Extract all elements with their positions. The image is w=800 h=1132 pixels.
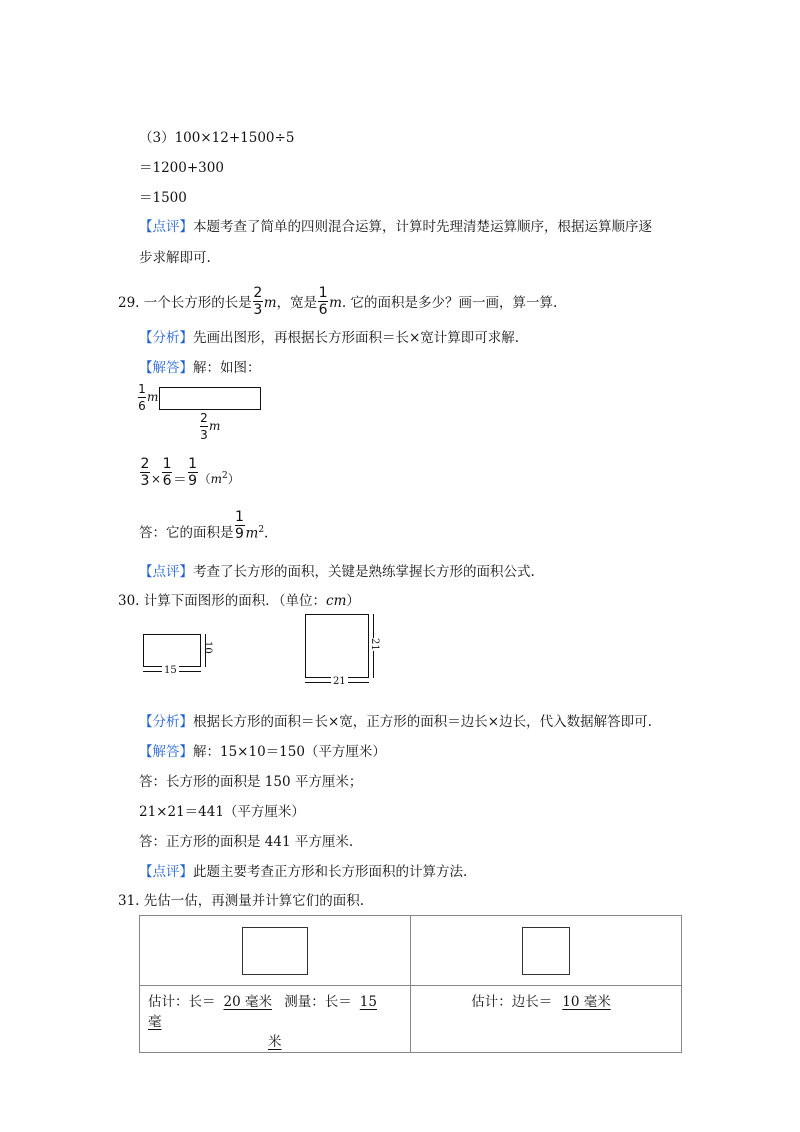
analysis-text: 根据长方形的面积＝长×宽，正方形的面积＝边长×边长，代入数据解答即可.	[193, 714, 652, 730]
q30-answer	[139, 743, 386, 761]
answer-text: 解：15×10＝150（平方厘米）	[193, 744, 386, 760]
analysis-tag: 【分析】	[139, 714, 193, 730]
unit: m	[263, 295, 277, 311]
q30-analysis	[139, 713, 652, 731]
q29-final-answer: 答：它的面积是 $\frac{1}{9}$ $m^2$.	[139, 509, 269, 542]
q30-question: 30. 计算下面图形的面积．（单位：cm）	[118, 593, 360, 609]
square-height-label: 21	[369, 638, 380, 651]
comment-tag: 【点评】	[139, 219, 193, 235]
rectangle-figure	[159, 387, 261, 410]
comment-text: 此题主要考查正方形和长方形面积的计算方法.	[193, 864, 468, 880]
q31-question	[118, 892, 364, 910]
question-number: 29.	[118, 295, 140, 311]
q28-comment	[139, 218, 652, 236]
q30-answer-line3: 21×21＝441（平方厘米）	[139, 804, 305, 820]
answer-tag: 【解答】	[139, 360, 193, 376]
comment-tag: 【点评】	[139, 564, 193, 580]
rectangle-figure-bottom-label: $\frac{2}{3}$ m	[200, 411, 221, 442]
measured-value: 15 毫	[148, 994, 377, 1030]
q29-analysis	[139, 329, 519, 347]
rect-width-label: 15	[164, 665, 177, 676]
q29-question	[118, 280, 557, 326]
q31-left-figure-cell	[140, 916, 411, 986]
q28-comment-cont: 步求解即可.	[139, 250, 211, 266]
rectangle-figure-side-label: $\frac{1}{6}$ m	[138, 382, 159, 413]
question-text: 先估一估，再测量并计算它们的面积.	[143, 893, 365, 909]
question-text: 一个长方形的长是	[143, 295, 252, 311]
square-figure	[522, 927, 570, 975]
q28-line3: ＝1500	[139, 190, 187, 206]
question-text: 计算下面图形的面积．（单位：	[143, 593, 327, 609]
answer-tag: 【解答】	[139, 744, 193, 760]
q29-answer	[139, 359, 261, 377]
comment-text: 考查了长方形的面积，关键是熟练掌握长方形的面积公式.	[193, 564, 535, 580]
q31-table	[139, 915, 682, 1053]
q28-line2: ＝1200+300	[139, 160, 224, 176]
question-number: 31.	[118, 893, 140, 909]
comment-tag: 【点评】	[139, 864, 193, 880]
q29-comment	[139, 563, 535, 581]
analysis-text: 先画出图形，再根据长方形面积＝长×宽计算即可求解.	[193, 330, 520, 346]
rectangle-15x10	[143, 634, 201, 667]
rect-height-label: 10	[202, 641, 213, 654]
square-21x21	[305, 614, 369, 678]
length-fraction: $\frac{2}{3}$	[253, 285, 263, 318]
unit: m	[329, 295, 342, 311]
square-width-label: 21	[333, 676, 346, 687]
estimate-value: 20 毫米	[223, 994, 272, 1010]
q31-right-answer-cell: 估计：边长＝ 10 毫米	[411, 986, 682, 1053]
analysis-tag: 【分析】	[139, 330, 193, 346]
estimate-value: 10 毫米	[562, 994, 611, 1010]
q29-calculation: $\frac{2}{3}$ × $\frac{1}{6}$ ＝ $\frac{1}{9}$ $(m^2)$	[140, 455, 240, 489]
q31-right-figure-cell	[411, 916, 682, 986]
answer-text: 解：如图：	[193, 360, 261, 376]
q28-line1: （3）100×12+1500÷5	[139, 130, 295, 146]
q30-answer-line4: 答：正方形的面积是 441 平方厘米.	[139, 834, 354, 850]
question-text: ，宽是	[276, 295, 318, 311]
q30-answer-line2: 答：长方形的面积是 150 平方厘米；	[139, 774, 363, 790]
q30-comment	[139, 863, 467, 881]
measured-value-cont: 米	[268, 1034, 282, 1050]
question-number: 30.	[118, 593, 140, 609]
question-text: . 它的面积是多少？画一画，算一算.	[341, 295, 558, 311]
width-fraction: $\frac{1}{6}$	[318, 285, 328, 318]
q31-left-answer-cell: 估计：长＝ 20 毫米 测量：长＝ 15 毫 米	[140, 986, 411, 1053]
rectangle-figure	[242, 927, 308, 975]
comment-text: 本题考查了简单的四则混合运算，计算时先理清楚运算顺序，根据运算顺序逐	[193, 219, 652, 235]
